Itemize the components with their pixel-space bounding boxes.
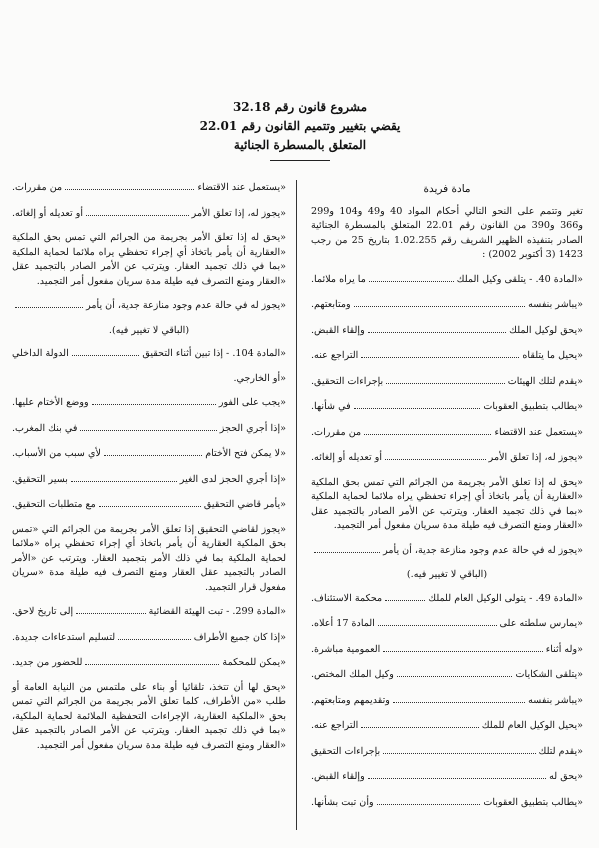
header-divider xyxy=(270,160,330,161)
text-line: «إذا أجري الحجز في بنك المغرب. xyxy=(12,422,286,434)
article-104-line: «المادة 104. - إذا تبين أثناء التحقيق الدولة الداخلي xyxy=(12,348,286,359)
text-line: «إذا أجري الحجز لدى الغير بسير التحقيق. xyxy=(12,473,286,485)
text-line: «وله أثناء العمومية مباشرة. xyxy=(311,643,583,655)
text-line: «إذا كان جميع الأطراف لتسليم استدعاءات جديدة. xyxy=(12,631,286,643)
text-line: «يجوز له، إذا تعلق الأمر أو تعديله أو إلغائه. xyxy=(311,452,583,463)
paragraph: «يحق له إذا تعلق الأمر بجريمة من الجرائم التي تمس بحق الملكية «العقارية أن يأمر باتخاذ أي إجراء تحفظي يراه ملائما لحماية الملكية «بما في ذلك تجميد العقار. ويترتب عن الأمر الصادر بالتجميد عقل «العقار ومنع التصرف فيه طيلة مدة سريان مفعول أمر التجميد. xyxy=(12,232,286,287)
text-line: «يتلقى الشكايات وكيل الملك المختص. xyxy=(311,669,583,680)
text-line: «لا يمكن فتح الأختام لأي سبب من الأسباب. xyxy=(12,448,286,459)
text-line: «يقدم لتلك الهيئات بإجراءات التحقيق. xyxy=(311,375,583,387)
bill-subject-law: المتعلق بالمسطرة الجنائية xyxy=(233,138,367,152)
text-line: «يجب على الفور ووضع الأختام عليها. xyxy=(12,397,286,408)
text-line: «يمكن للمحكمة للحضور من جديد. xyxy=(12,657,286,668)
text-line: «يحق لوكيل الملك وإلقاء القبض. xyxy=(311,324,583,336)
intro-paragraph: تغير وتتمم على النحو التالي أحكام المواد 40 و49 و104 و299 و366 و390 من القانون رقم 22.01 المتعلق بالمسطرة الجنائية الصادر بتنفيذه الظهير الشريف رقم 1.02.255 بتاريخ 25 من رجب 1423 (3 أكتوبر 2002) : xyxy=(311,205,584,260)
text-line: «يباشر بنفسه وتقديمهم ومتابعتهم. xyxy=(311,694,583,706)
document-header xyxy=(120,98,480,155)
text-line: «يحيل الوكيل العام للملك التراجع عنه. xyxy=(311,720,583,731)
paragraph: «يجوز لقاضي التحقيق إذا تعلق الأمر بجريمة من الجرائم التي «تمس بحق الملكية العقارية أن يأمر باتخاذ أي إجراء تحفظي يراه «ملائما لحماية الملكية بما في ذلك الأمر بتجميد العقار. ويترتب عن «الأمر الصادر بالتجميد عقل العقار ومنع التصرف فيه طيلة مدة «سريان مفعول قرار التجميد. xyxy=(12,523,286,593)
unchanged-note: (الباقي لا تغيير فيه.) xyxy=(406,569,488,580)
bill-subject: يقضي بتغيير وتتميم القانون رقم 22.01 xyxy=(199,119,401,133)
text-line: «يطالب بتطبيق العقوبات في شأنها. xyxy=(311,401,583,412)
text-line: «يمارس سلطته على المادة 17 أعلاه. xyxy=(311,618,583,629)
text-line: «يحق له وإلقاء القبض. xyxy=(311,771,583,782)
text-line: «يجوز له في حالة عدم وجود منازعة جدية، أن يأمر xyxy=(311,543,583,559)
text-line: «يقدم لتلك بإجراءات التحقيق xyxy=(311,745,583,757)
text-line: «يطالب بتطبيق العقوبات وأن تبت بشأنها. xyxy=(311,796,583,808)
paragraph: «يحق له إذا تعلق الأمر بجريمة من الجرائم التي تمس بحق الملكية «العقارية أن يأمر باتخاذ أي إجراء تحفظي يراه ملائما لحماية الملكية «بما في ذلك تجميد العقار. ويترتب عن الأمر الصادر بالتجميد عقل «العقار ومنع التصرف فيه طيلة مدة سريان مفعول أمر التجميد. xyxy=(311,476,583,531)
text-line: «يستعمل عند الاقتضاء من مقررات. xyxy=(311,426,583,438)
bill-number: مشروع قانون رقم 32.18 xyxy=(232,100,368,114)
text-line: «يأمر قاضي التحقيق مع متطلبات التحقيق. xyxy=(12,499,286,510)
unchanged-note: (الباقي لا تغيير فيه). xyxy=(108,324,190,336)
column-divider xyxy=(296,180,297,830)
section-title: مادة فريدة xyxy=(423,183,471,195)
text-line: «يجوز له، إذا تعلق الأمر أو تعديله أو إلغائه. xyxy=(12,207,286,219)
left-column xyxy=(12,180,286,762)
text-line: «يجوز له في حالة عدم وجود منازعة جدية، أن يأمر xyxy=(12,298,286,314)
right-column xyxy=(311,180,583,820)
text-line: «يستعمل عند الاقتضاء من مقررات. xyxy=(12,182,286,193)
text-line: «يباشر بنفسه ومتابعتهم. xyxy=(311,299,583,310)
text-line: «أو الخارجي. xyxy=(233,372,286,384)
paragraph: «يحق لها أن تتخذ، تلقائيا أو بناء على ملتمس من النيابة العامة أو طلب «من الأطراف، كلما تعلق الأمر بجريمة من الجرائم التي تمس بحق «الملكية العقارية، الإجراءات التحفظية الملائمة لحماية الملكية، «بما في ذلك تجميد العقار. ويترتب عن الأمر الصادر بالتجميد عقل «العقار ومنع التصرف فيه طيلة مدة سريان مفعول أمر التجميد. xyxy=(12,681,286,751)
text-line: «يحيل ما يتلقاه التراجع عنه. xyxy=(311,350,583,361)
article-299-line: «المادة 299. - تبت الهيئة القضائية إلى تاريخ لاحق. xyxy=(12,606,286,617)
article-40-line: «المادة 40. - يتلقى وكيل الملك ما يراه ملائما. xyxy=(311,273,583,285)
article-49-line: «المادة 49. - يتولى الوكيل العام للملك محكمة الاستئناف. xyxy=(311,592,583,604)
